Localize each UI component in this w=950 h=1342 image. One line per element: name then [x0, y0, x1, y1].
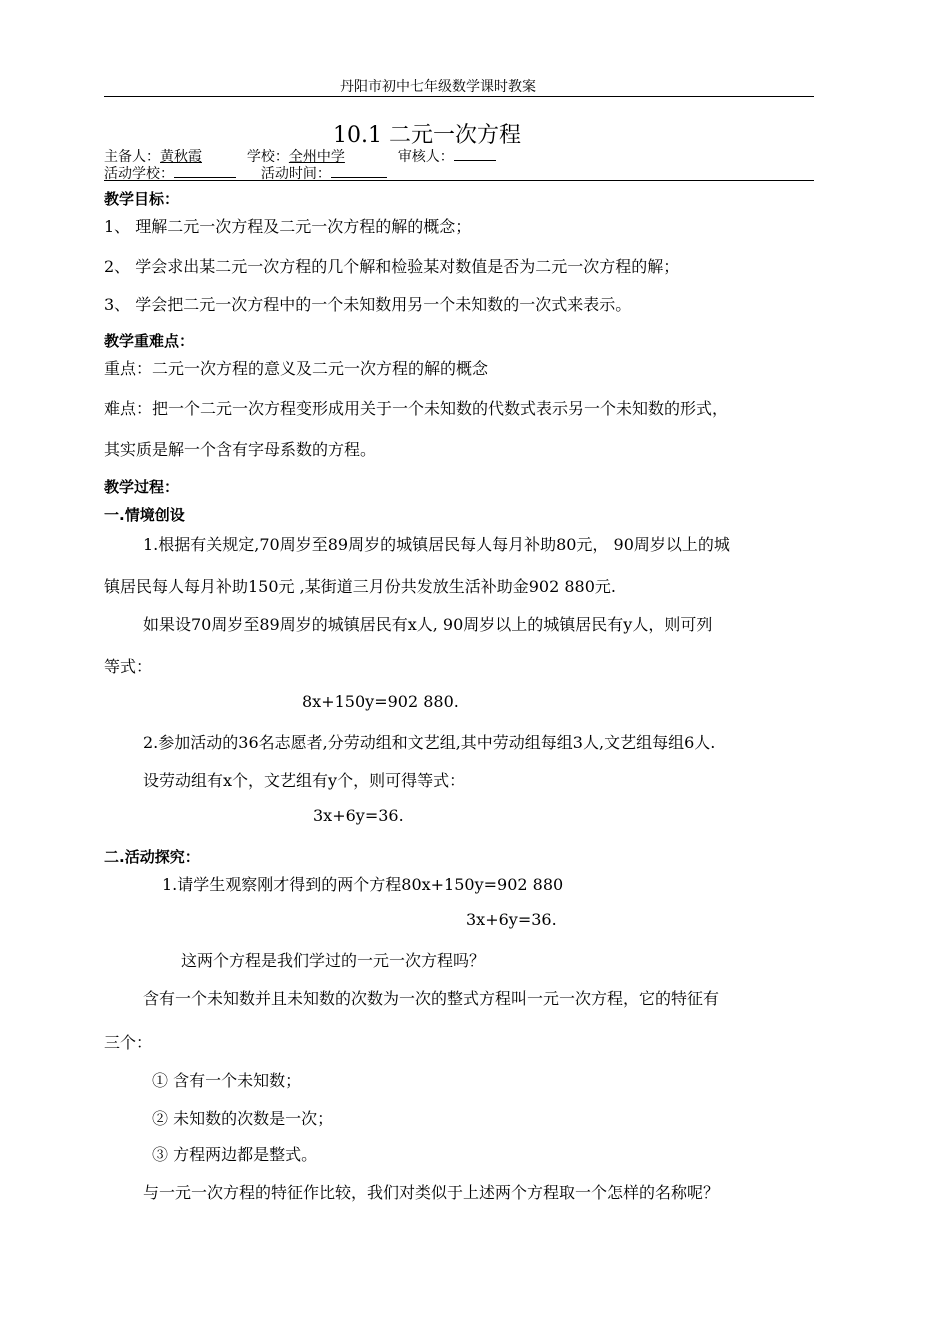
feature-item: ② 未知数的次数是一次； — [152, 1109, 334, 1128]
process-heading: 教学过程： — [104, 478, 180, 496]
page-title: 10.1 二元一次方程 — [333, 123, 521, 148]
equation-1: 8x+150y=902 880. — [302, 692, 459, 711]
preparer-label: 主备人： — [104, 149, 160, 165]
meta-rule — [104, 180, 814, 181]
section1-p1-line1: 1.根据有关规定,70周岁至89周岁的城镇居民每人每月补助80元， 90周岁以上的城 — [143, 535, 730, 554]
header-rule — [104, 96, 814, 97]
running-header: 丹阳市初中七年级数学课时教案 — [340, 79, 536, 95]
section2-q1-equation: 3x+6y=36. — [466, 910, 557, 929]
reviewer-label: 审核人： — [397, 149, 454, 165]
section1-p3-line2: 设劳动组有x个，文艺组有y个，则可得等式： — [143, 771, 466, 790]
objective-item: 2、 学会求出某二元一次方程的几个解和检验某对数值是否为二元一次方程的解； — [104, 257, 680, 276]
section2-heading: 二.活动探究： — [104, 848, 200, 866]
hard-point-line-2: 其实质是解一个含有字母系数的方程。 — [104, 440, 377, 459]
section1-p3-line1: 2.参加活动的36名志愿者,分劳动组和文艺组,其中劳动组每组3人,文艺组每组6人. — [143, 733, 716, 752]
activity-school-blank — [174, 163, 236, 178]
preparer-name: 黄秋霞 — [160, 149, 202, 165]
reviewer-blank — [454, 146, 496, 161]
school-name: 全州中学 — [288, 149, 345, 165]
section2-q1: 1.请学生观察刚才得到的两个方程80x+150y=902 880 — [162, 875, 564, 894]
section1-heading: 一.情境创设 — [104, 506, 185, 524]
activity-time-blank — [331, 163, 387, 178]
comparison-question: 与一元一次方程的特征作比较，我们对类似于上述两个方程取一个怎样的名称呢？ — [143, 1183, 720, 1202]
objectives-heading: 教学目标： — [104, 190, 180, 208]
feature-item: ③ 方程两边都是整式。 — [152, 1145, 318, 1164]
difficulties-heading: 教学重难点： — [104, 332, 195, 350]
section1-p2-line1: 如果设70周岁至89周岁的城镇居民有x人, 90周岁以上的城镇居民有y人，则可列 — [143, 615, 713, 634]
activity-school-label: 活动学校： — [104, 166, 174, 182]
school-label: 学校： — [246, 149, 289, 165]
section1-p2-line2: 等式： — [104, 657, 153, 676]
equation-2: 3x+6y=36. — [313, 806, 404, 825]
objective-item: 1、 理解二元一次方程及二元一次方程的解的概念； — [104, 217, 472, 236]
key-point: 重点：二元一次方程的意义及二元一次方程的解的概念 — [104, 359, 489, 378]
section2-q2: 这两个方程是我们学过的一元一次方程吗？ — [181, 951, 486, 970]
definition-line-1: 含有一个未知数并且未知数的次数为一次的整式方程叫一元一次方程，它的特征有 — [143, 989, 720, 1008]
section1-p1-line2: 镇居民每人每月补助150元 ,某街道三月份共发放生活补助金902 880元. — [104, 577, 616, 596]
objective-item: 3、 学会把二元一次方程中的一个未知数用另一个未知数的一次式来表示。 — [104, 295, 632, 314]
activity-time-label: 活动时间： — [260, 166, 331, 182]
definition-line-2: 三个： — [104, 1033, 153, 1052]
feature-item: ① 含有一个未知数； — [152, 1071, 302, 1090]
hard-point-line-1: 难点：把一个二元一次方程变形成用关于一个未知数的代数式表示另一个未知数的形式， — [104, 399, 729, 418]
